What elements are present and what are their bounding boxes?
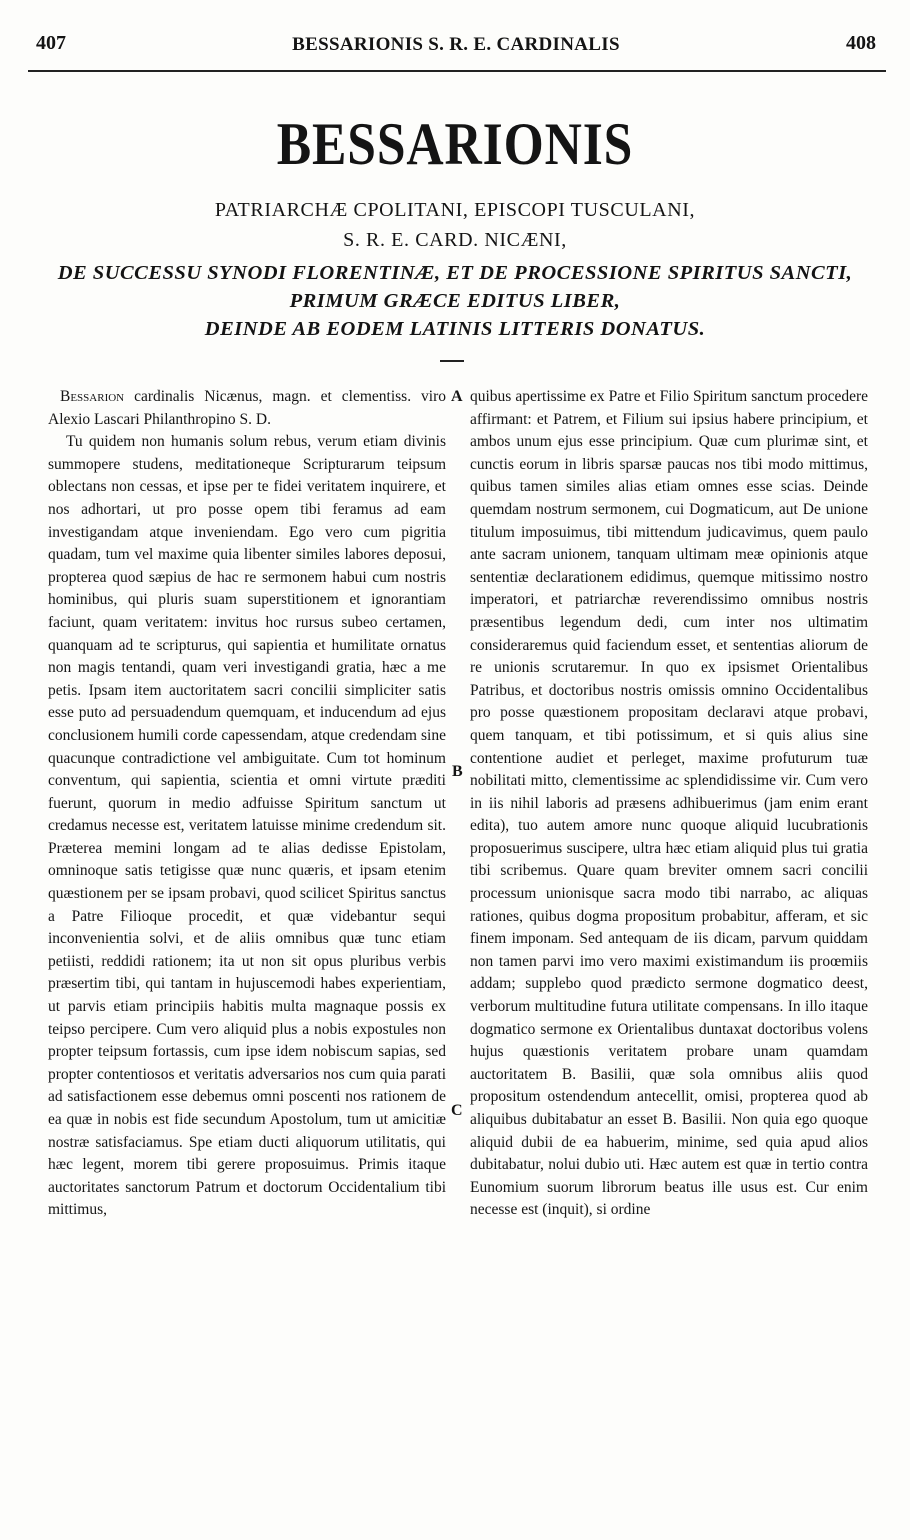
running-title: BESSARIONIS S. R. E. CARDINALIS bbox=[292, 34, 620, 55]
margin-marker-b: B bbox=[452, 763, 463, 780]
left-column bbox=[48, 386, 446, 1222]
right-column-text: quibus apertissime ex Patre et Filio Spiritum sanctum procedere affirmant: et Patrem, et Filium sui ipsius habere principium, et ambos unum ejus esse principium. Quæ cum plurimæ sint, et cunctis eorum in libris sparsæ paucas nos tibi modo mittimus, quibus tamen similes alias etiam omnes esse scias. Deinde quemdam nostrum sermonem, cui Dogmaticum, aut De unione titulum imposuimus, tibi mittendum judicavimus, quem paulo ante sacram unionem, tanquam ultimam meæ opinionis atque sententiæ declarationem edidimus, quemque mitissimo nostro imperatori, et patriarchæ reverendissimo omnibus nostris præsentibus legendum dedi, cum inter nos ultimatim consideraremus quid faciendum esset, et sententias aliorum de re unionis scrutaremur. In quo ex ipsismet Orientalibus Patribus, et doctoribus nostris omissis omnino Occidentalibus pro posse quæstionem propositam declaravi atque probavi, quem tanquam, et tibi potissimum, et si quis alius sine contentione audiet et perleget, maxime profuturum tuæ nobilitati mitto, clementissime ac splendidissime vir. Cum vero in iis nihil laboris ad præsens adhibuerimus (jam enim erant edita), tuo autem amore nunc quoque aliquid lucubrationis proposuerimus suscipere, ultra hæc etiam aliquid plus tui gratia tibi scribemus. Quare quam breviter omnem sacri concilii processum unionisque sacra modo tibi narrabo, ac aliquas rationes, quibus dogma propositum probabitur, afferam, et sic finem imponam. Sed antequam de iis dicam, parvum quiddam non tamen parvi imo vero maximi existimandum iis proœmiis addam; supplebo quod prædicto sermone dogmatico deest, verborum multitudine futura utilitate compensans. In illo itaque dogmatico sermone ex Orientalibus duntaxat doctoribus volens hujus quæstionis veritatem probare unam quamdam auctoritatem B. Basilii, quæ sola omnibus aliis quod propositum ostendendum antecellit, omisi, propterea quod ab aliquibus dubitabatur an esset B. Basilii. Non quia ego quoque aliquid dubii de ea habuerim, minime, sed quia apud alios dubitabatur, nolui dubio uti. Hæc autem est quæ in tertio contra Eunomium suorum librorum beatus ille usus est. Cur enim necesse est (inquit), si ordine bbox=[470, 388, 868, 1219]
subtitle-line-1: PATRIARCHÆ CPOLITANI, EPISCOPI TUSCULANI, bbox=[214, 199, 696, 221]
title-divider bbox=[440, 360, 464, 362]
left-column-text: Tu quidem non humanis solum rebus, verum etiam divinis summopere studens, meditationeque Scripturarum teipsum oblectans non cessas, et ipse per te fidei veritatem inquirere, et nos adhortari, ut pro posse opem tibi feramus ad eam investigandam atque inveniendam. Ego vero cum pigritia quadam, tum vel maxime quia libenter similes labores deposui, propterea quod sæpius de hac re sermonem habui cum nostris hominibus, qui pluris suam superstitionem et ignorantiam faciunt, quam veritatem: invitus hoc rursus subeo certamen, quanquam ad te scripturus, qui sapientia et humilitate ornatus non magis tentandi, quam veri investigandi gratia, hæc a me petis. Ipsam item auctoritatem sacri concilii simpliciter satis esse puto ad persuadendum quemquam, et inducendum ad ejus conclusionem humili corde capessendam, atque credendam sine quacunque contradictione vel ambiguitate. Cum tot hominum conventum, qui sapientia, scientia et omni virtute præditi fuerunt, quorum in medio adfuisse Spiritum sanctum ut credamus necesse est, veritatem latuisse minime credendum sit. Præterea memini longam ad te alias dedisse Epistolam, omninoque satis tetigisse quæ nunc quæris, et ipsam etenim quæstionem per se ipsam probavi, quod scilicet Spiritus sanctus a Patre Filioque procedit, et quæ videbantur sequi inconvenientia solvi, et de aliis omnibus quæ tunc etiam petiisti, reddidi rationem; ita ut non sit opus pluribus verbis præsertim tibi, qui tantam in hujuscemodi habes experientiam, ut parvis etiam principiis habitis multa magnaque possis ex teipso percipere. Cum vero aliquid plus a nobis expostules non propter teipsum fortassis, cum ipse idem nobiscum sapias, sed propter contentiosos et veritatis adversarios nos cum quia parati ad satisfactionem esse debemus omni poscenti nos rationem de ea quæ in nobis est fide secundum Apostolum, tum ut amicitiæ nostræ satisfaciamus. Spe etiam ducti aliquorum utilitatis, qui hæc legent, morem tibi gerere proposuimus. Primis itaque auctoritates sanctorum Patrum et doctorum Occidentalium tibi mittimus, bbox=[48, 433, 446, 1219]
page-number-left: 407 bbox=[36, 32, 66, 54]
salutation bbox=[48, 386, 446, 431]
running-head bbox=[28, 32, 884, 62]
work-title-line-2: PRIMUM GRÆCE EDITUS LIBER, bbox=[289, 290, 621, 312]
salutation-name: Bessarion bbox=[60, 388, 125, 405]
main-title: BESSARIONIS bbox=[276, 111, 634, 177]
salutation-text: cardinalis Nicænus, magn. et clementiss. viro Alexio Lascari Philanthropino S. D. bbox=[48, 388, 446, 428]
header-rule bbox=[28, 70, 886, 72]
work-title-line-1: DE SUCCESSU SYNODI FLORENTINÆ, ET DE PROCESSIONE SPIRITUS SANCTI, bbox=[57, 262, 853, 284]
work-title-line-3: DEINDE AB EODEM LATINIS LITTERIS DONATUS. bbox=[204, 318, 706, 340]
right-column bbox=[470, 386, 868, 1222]
margin-marker-a: A bbox=[451, 388, 463, 405]
page-number-right: 408 bbox=[846, 32, 876, 54]
subtitle-line-2: S. R. E. CARD. NICÆNI, bbox=[343, 229, 567, 251]
margin-marker-c: C bbox=[451, 1102, 463, 1119]
